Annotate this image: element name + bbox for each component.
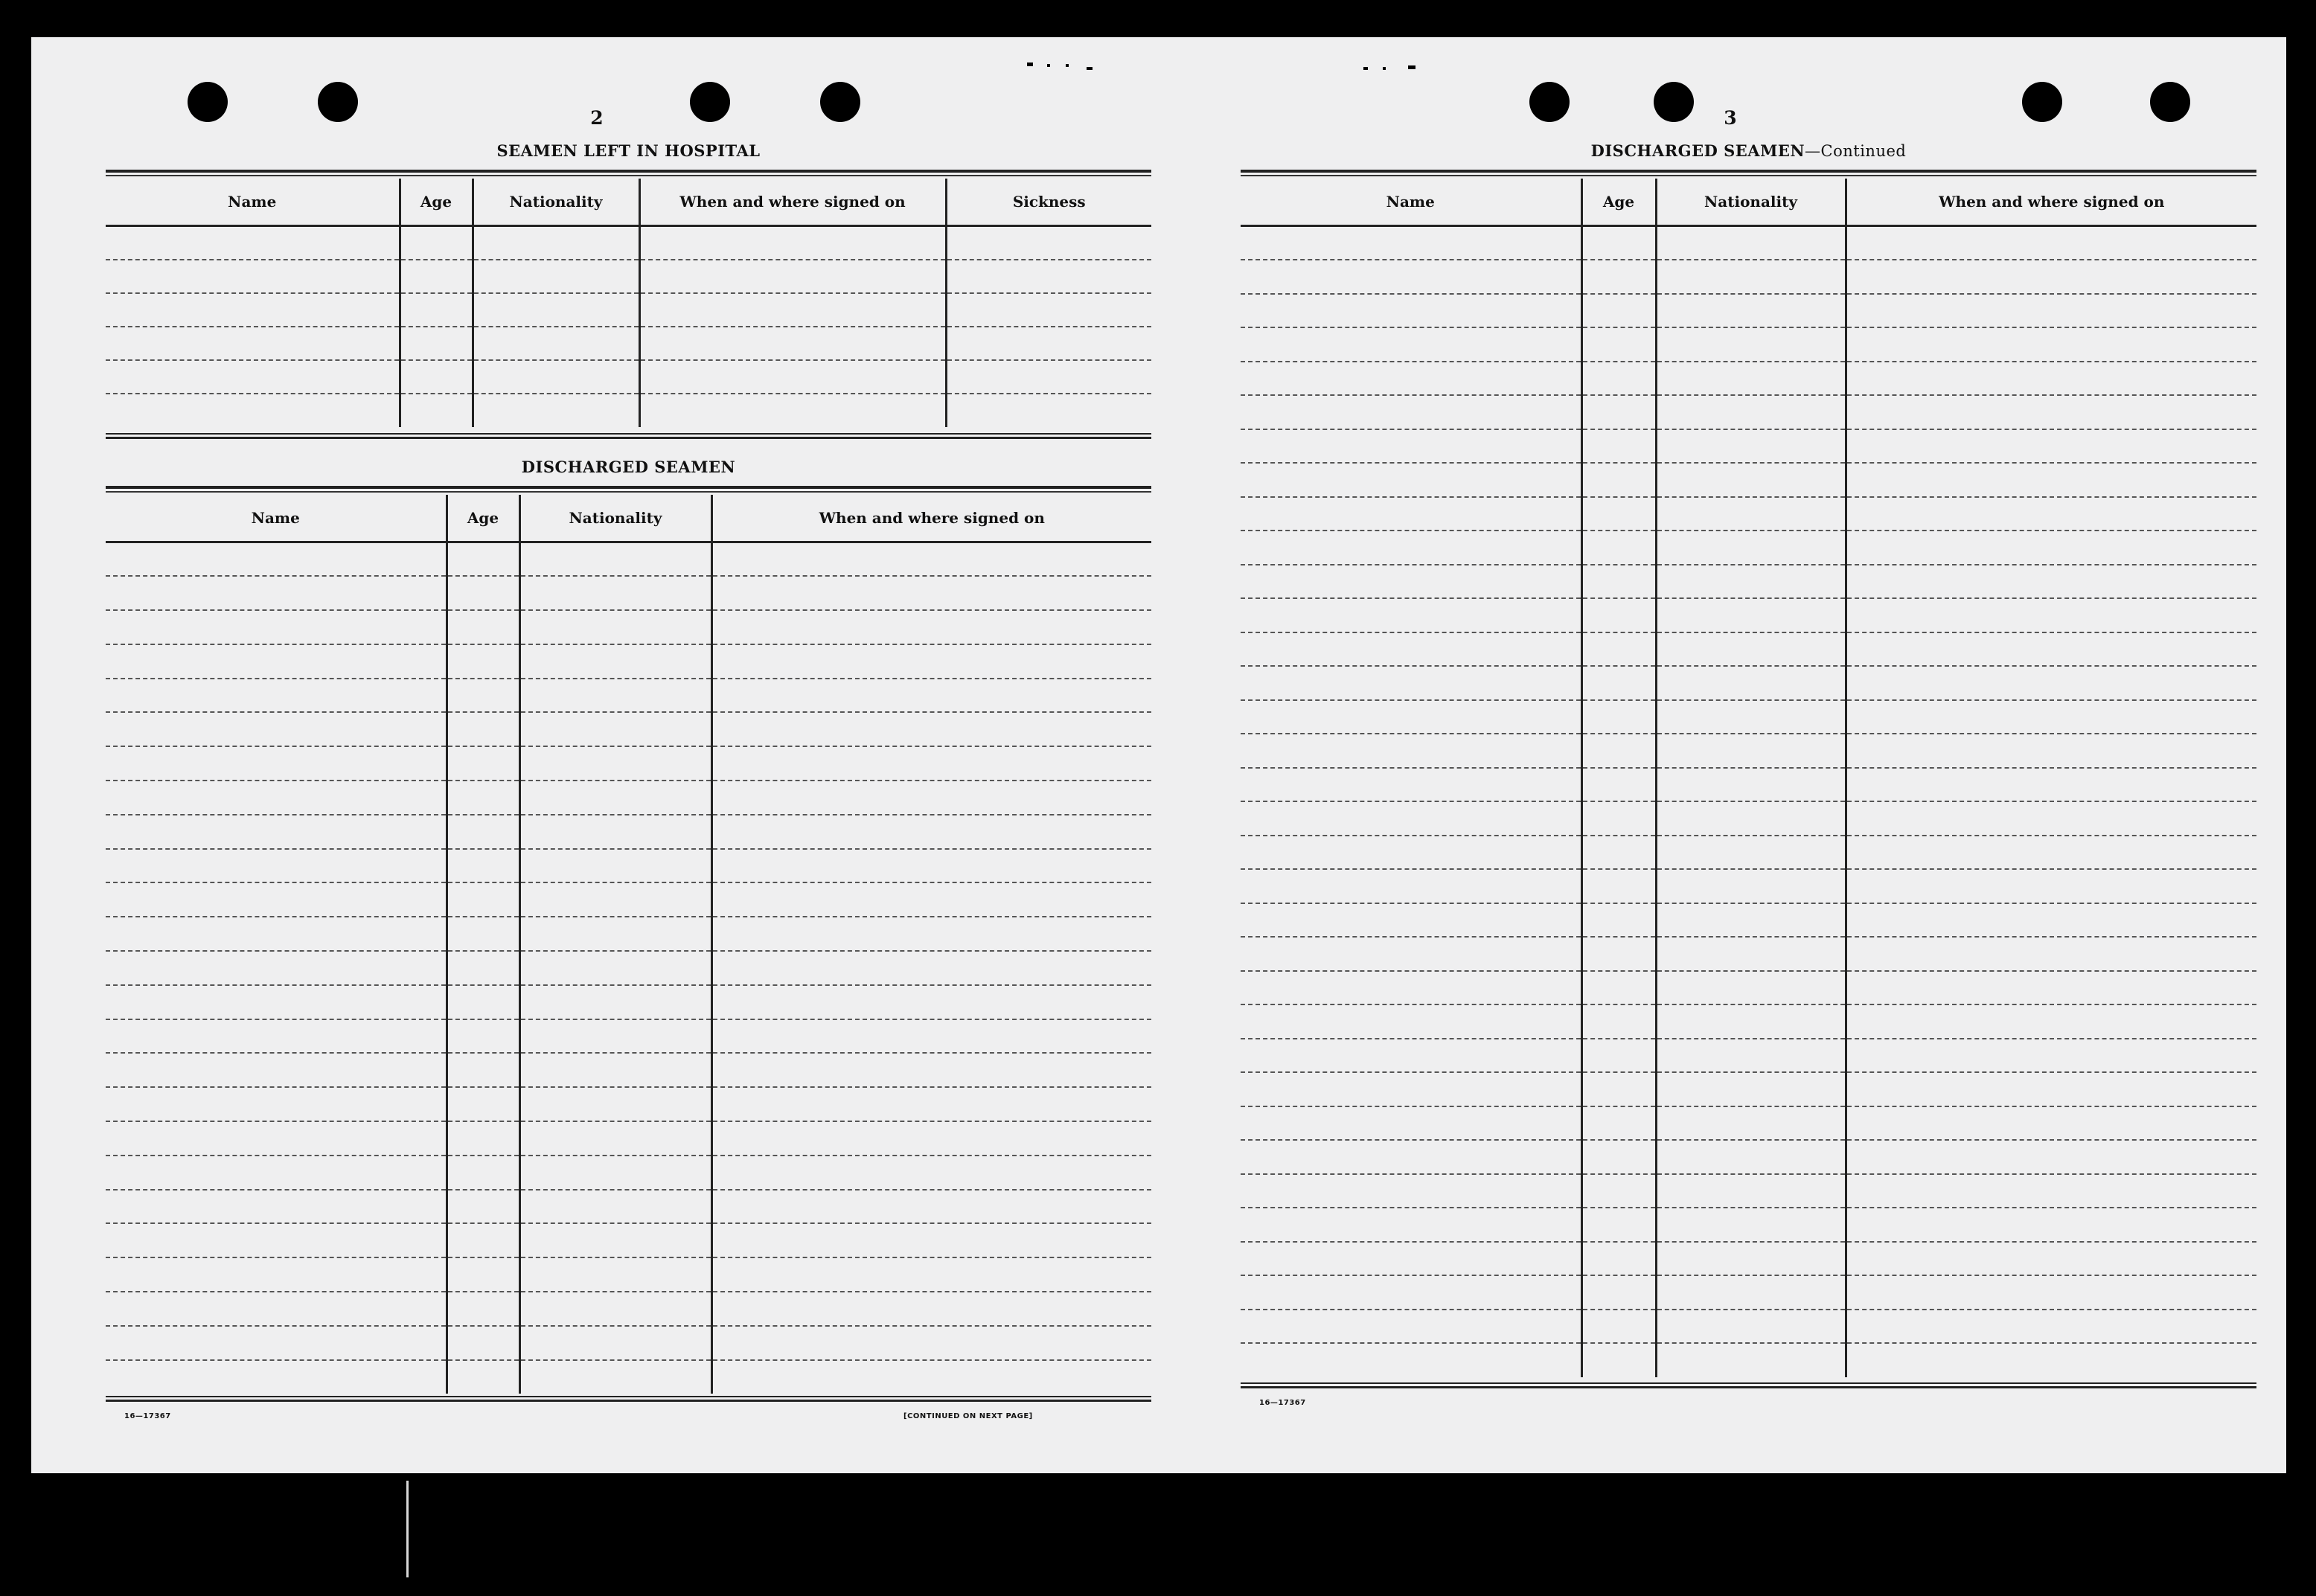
discharged-table-right xyxy=(1241,179,2256,1377)
punch-hole xyxy=(1654,82,1694,122)
punch-hole xyxy=(318,82,358,122)
table-row xyxy=(1241,531,2256,565)
table-row xyxy=(1241,294,2256,328)
table-row xyxy=(1241,1140,2256,1174)
table-row xyxy=(1241,869,2256,903)
table-row xyxy=(1241,429,2256,464)
punch-hole xyxy=(690,82,730,122)
table-row xyxy=(1241,700,2256,734)
col-header-sickness: Sickness xyxy=(946,179,1151,226)
col-header-age: Age xyxy=(447,495,519,542)
form-sheet xyxy=(31,37,2286,1473)
table-row xyxy=(106,1257,1151,1292)
form-number-left: 16—17367 xyxy=(124,1412,171,1420)
col-header-age: Age xyxy=(400,179,473,226)
col-header-signed-on: When and where signed on xyxy=(711,495,1151,542)
col-header-signed-on: When and where signed on xyxy=(639,179,946,226)
table-row xyxy=(106,327,1151,360)
table-row xyxy=(1241,937,2256,971)
table-row xyxy=(1241,903,2256,938)
right-discharged-title-main: DISCHARGED SEAMEN xyxy=(1590,141,1805,160)
table-row xyxy=(106,781,1151,815)
col-header-nationality: Nationality xyxy=(473,179,639,226)
discharged-bottom-rule-left xyxy=(106,1396,1151,1402)
right-discharged-top-rule xyxy=(1241,170,2256,176)
table-row xyxy=(106,1190,1151,1224)
table-row xyxy=(106,260,1151,293)
scan-speck xyxy=(1047,64,1050,67)
table-row xyxy=(106,985,1151,1019)
table-row xyxy=(106,882,1151,917)
scan-speck xyxy=(1383,67,1386,70)
table-row xyxy=(1241,1208,2256,1242)
table-row xyxy=(106,1292,1151,1326)
table-row xyxy=(1241,1275,2256,1310)
discharged-top-rule xyxy=(106,486,1151,493)
table-row xyxy=(106,1156,1151,1190)
hospital-table xyxy=(106,179,1151,427)
table-row xyxy=(1241,565,2256,599)
discharged-bottom-rule-right xyxy=(1241,1382,2256,1388)
table-row xyxy=(106,679,1151,713)
punch-hole xyxy=(820,82,860,122)
right-discharged-title-suffix: —Continued xyxy=(1805,142,1907,160)
hospital-top-rule xyxy=(106,170,1151,176)
left-page-number: 2 xyxy=(590,107,604,129)
table-row xyxy=(1241,1343,2256,1377)
table-row xyxy=(106,644,1151,679)
table-row xyxy=(106,542,1151,577)
table-row xyxy=(1241,395,2256,429)
table-row xyxy=(1241,327,2256,362)
table-row xyxy=(106,293,1151,327)
table-row xyxy=(106,917,1151,951)
table-row xyxy=(1241,226,2256,260)
table-row xyxy=(106,712,1151,746)
table-row xyxy=(106,1053,1151,1087)
table-row xyxy=(1241,666,2256,700)
right-discharged-title xyxy=(1241,141,2256,160)
col-header-nationality: Nationality xyxy=(519,495,711,542)
table-row xyxy=(1241,1106,2256,1141)
col-header-name: Name xyxy=(1241,179,1581,226)
scan-streak xyxy=(406,1481,409,1577)
col-header-signed-on: When and where signed on xyxy=(1846,179,2256,226)
table-row xyxy=(1241,801,2256,836)
table-row xyxy=(106,815,1151,849)
table-row xyxy=(106,1019,1151,1054)
table-row xyxy=(106,1360,1151,1394)
table-row xyxy=(1241,1310,2256,1344)
table-row xyxy=(1241,1039,2256,1073)
table-row xyxy=(106,610,1151,644)
col-header-name: Name xyxy=(106,179,400,226)
scan-speck xyxy=(1408,65,1415,69)
scan-speck xyxy=(1066,64,1069,67)
table-row xyxy=(1241,1242,2256,1276)
table-row xyxy=(106,1087,1151,1121)
right-page-number: 3 xyxy=(1724,107,1737,129)
table-row xyxy=(106,226,1151,260)
table-row xyxy=(106,576,1151,610)
table-row xyxy=(1241,734,2256,768)
scan-speck xyxy=(1027,63,1033,66)
punch-hole xyxy=(2150,82,2190,122)
table-row xyxy=(1241,768,2256,802)
scan-speck xyxy=(1363,67,1368,70)
table-row xyxy=(1241,836,2256,870)
scan-speck xyxy=(1087,67,1093,70)
hospital-bottom-rule xyxy=(106,433,1151,439)
table-row xyxy=(106,951,1151,985)
table-row xyxy=(106,1121,1151,1156)
table-row xyxy=(106,849,1151,883)
table-row xyxy=(1241,971,2256,1005)
table-row xyxy=(1241,497,2256,531)
form-number-right: 16—17367 xyxy=(1259,1399,1306,1407)
table-row xyxy=(1241,463,2256,497)
continued-note: [CONTINUED ON NEXT PAGE] xyxy=(903,1412,1033,1420)
table-row xyxy=(106,360,1151,394)
col-header-nationality: Nationality xyxy=(1656,179,1846,226)
punch-hole xyxy=(2022,82,2062,122)
punch-hole xyxy=(188,82,228,122)
table-row xyxy=(1241,260,2256,294)
table-row xyxy=(106,1223,1151,1257)
hospital-section-title: SEAMEN LEFT IN HOSPITAL xyxy=(496,141,761,160)
table-row xyxy=(1241,1072,2256,1106)
col-header-age: Age xyxy=(1581,179,1656,226)
table-row xyxy=(1241,632,2256,667)
discharged-section-title: DISCHARGED SEAMEN xyxy=(521,458,736,476)
table-row xyxy=(1241,362,2256,396)
col-header-name: Name xyxy=(106,495,447,542)
table-row xyxy=(1241,1004,2256,1039)
table-row xyxy=(106,394,1151,427)
table-row xyxy=(106,746,1151,781)
punch-hole xyxy=(1529,82,1570,122)
table-row xyxy=(1241,598,2256,632)
table-row xyxy=(106,1326,1151,1360)
discharged-table-left xyxy=(106,495,1151,1394)
table-row xyxy=(1241,1174,2256,1208)
